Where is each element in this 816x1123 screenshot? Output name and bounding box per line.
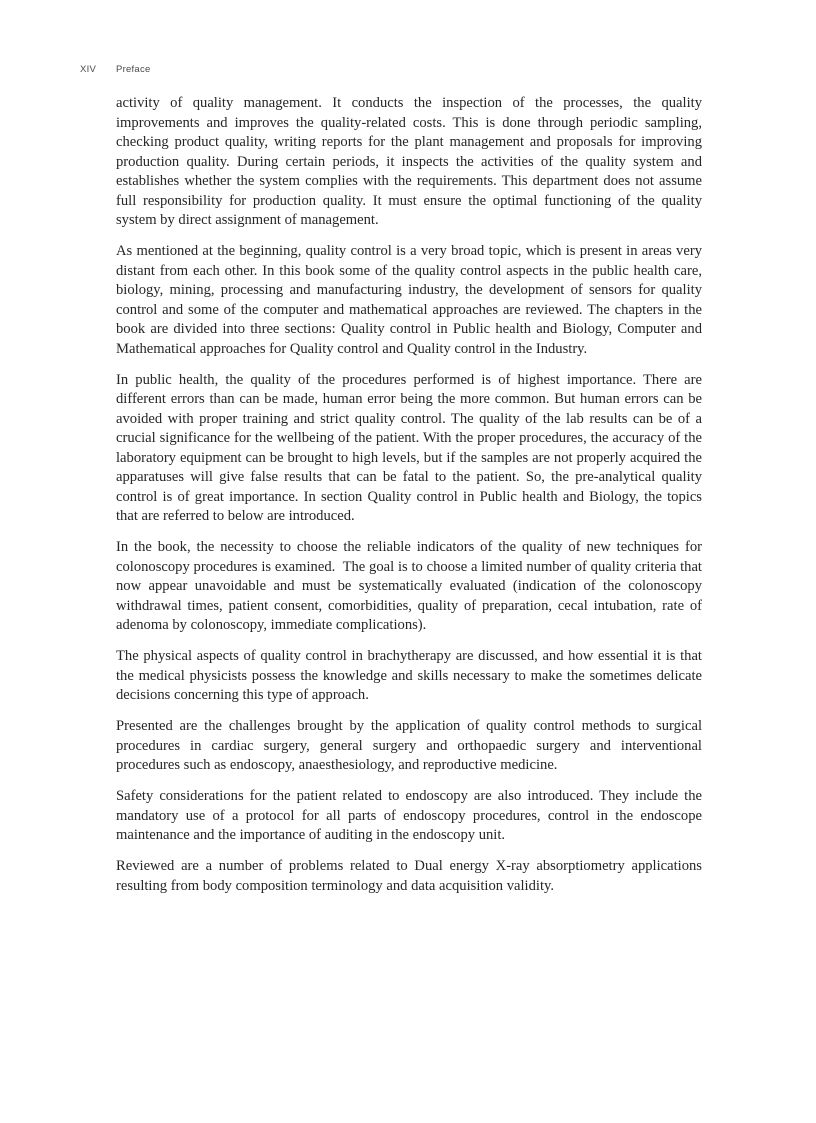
paragraph: activity of quality management. It conducts the inspection of the processes, the quality improvements and improves the quality-related costs. This is done through periodic sampling, checking product quality, writing reports for the plant management and proposals for improving production quality. During certain periods, it inspects the activities of the quality system and establishes whether the system complies with the requirements. This department does not assume full responsibility for production quality. It must ensure the optimal functioning of the quality system by direct assignment of management.	[116, 95, 706, 228]
paragraph: In public health, the quality of the procedures performed is of highest importance. There are different errors than can be made, human error being the more common. But human errors can be avoided with proper training and strict quality control. The quality of the lab results can be of a crucial significance for the wellbeing of the patient. With the proper procedures, the accuracy of the laboratory equipment can be brought to high levels, but if the samples are not properly acquired the apparatuses will give false results that can be fatal to the patient. So, the pre-analytical quality control is of great importance. In section Quality control in Public health and Biology, the topics that are referred to below are introduced.	[116, 371, 706, 524]
paragraph: The physical aspects of quality control in brachytherapy are discussed, and how essential it is that the medical physicists possess the knowledge and skills necessary to make the sometimes delicate decisions concerning this type of approach.	[116, 648, 706, 703]
body-text-block	[116, 94, 706, 896]
page-number: XIV	[80, 64, 97, 75]
paragraph: In the book, the necessity to choose the reliable indicators of the quality of new techniques for colonoscopy procedures is examined. The goal is to choose a limited number of quality criteria that now appear unavoidable and must be systematically evaluated (indication of the colonoscopy withdrawal times, patient consent, comorbidities, quality of preparation, cecal intubation, rate of adenoma by colonoscopy, immediate complications).	[116, 539, 706, 633]
running-head	[80, 64, 151, 75]
running-head-title: Preface	[116, 64, 151, 75]
paragraph: As mentioned at the beginning, quality control is a very broad topic, which is present in areas very distant from each other. In this book some of the quality control aspects in the public health care, biology, mining, processing and manufacturing industry, the development of sensors for quality control and some of the computer and mathematical approaches are reviewed. The chapters in the book are divided into three sections: Quality control in Public health and Biology, Computer and Mathematical approaches for Quality control and Quality control in the Industry.	[116, 243, 706, 357]
paragraph: Reviewed are a number of problems related to Dual energy X-ray absorptiometry applications resulting from body composition terminology and data acquisition validity.	[116, 858, 706, 894]
paragraph: Presented are the challenges brought by the application of quality control methods to surgical procedures in cardiac surgery, general surgery and orthopaedic surgery and interventional procedures such as endoscopy, anaesthesiology, and reproductive medicine.	[116, 718, 706, 773]
paragraph: Safety considerations for the patient related to endoscopy are also introduced. They include the mandatory use of a protocol for all parts of endoscopy procedures, control in the endoscope maintenance and the importance of auditing in the endoscopy unit.	[116, 788, 706, 843]
